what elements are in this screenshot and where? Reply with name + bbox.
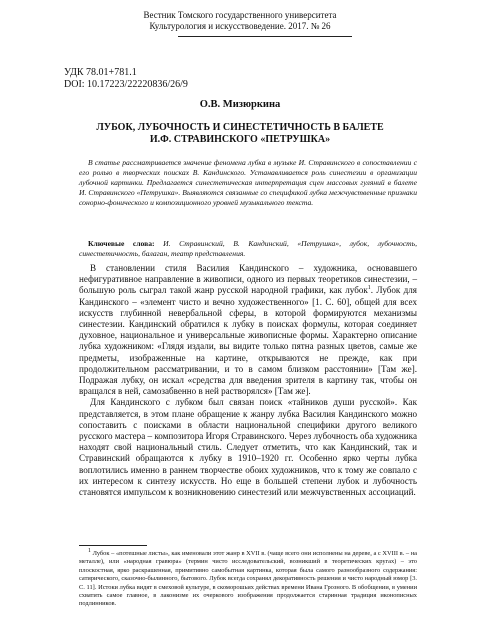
abstract-text: В статье рассматривается значение феномена лубка в музыке И. Стравинского в сопоставлении с его ролью в творческих поисках В. Кандинского. Устанавливается роль синестезии в организации лубочной картинки. Предлагается синестетическая интерпретация сцен массовых гуляний в балете И. Стравинского «Петрушка». Выявляются связанные со спецификой лубка межчувственные признаки сонорно-фонического и композиционного уровней музыкального текста. (79, 158, 417, 207)
footnote (79, 547, 417, 609)
author-name: О.В. Мизюркина (199, 99, 281, 110)
doi-code: DOI: 10.17223/22220836/26/9 (64, 79, 188, 90)
article-title (40, 122, 440, 146)
journal-title: Вестник Томского государственного университета (143, 10, 337, 20)
body-paragraph-2: Для Кандинского с лубком был связан поиск «тайников души русской». Как представляется, в этом плане обращение к жанру лубка Василия Кандинского можно сопоставить с поисками в области национальной специфики другого великого русского мастера – композитора Игоря Стравинского. Через лубочность оба художника находят свой национальный стиль. Следует отметить, что как Кандинский, так и Стравинский обращаются к лубку в 1910–1920 гг. Особенно ярко черты лубка воплотились именно в раннем творчестве обоих художников, что к тому же совпало с их интересом к синтезу искусств. Но еще в большей степени лубок и лубочность становятся импульсом к возникновению синестезий или межчувственных ассоциаций. (79, 397, 417, 498)
paragraph-1-rest: . Лубок для Кандинского – «элемент чисто и вечно художественного» [1. С. 60], общей для всех искусств глубинной невербальной сферы, в которой формируются механизмы синестезии. Кандинский обратился к лубку в поисках формулы, которая соединяет духовное, национальное и универсальные живописные формы. Характерно описание лубка художником: «Глядя издали, вы видите только пятна разных цветов, самые же предметы, изображенные на картине, открываются не прежде, как при продолжительном рассматривании, и то в самом близком расстоянии» [Там же]. Подражая лубку, он искал «средства для введения зрителя в картину так, чтобы он вращался в ней, самозабвенно в ней растворялся» [Там же]. (79, 285, 417, 397)
title-line-2: И.Ф. СТРАВИНСКОГО «ПЕТРУШКА» (149, 134, 331, 145)
title-line-1: ЛУБОК, ЛУБОЧНОСТЬ И СИНЕСТЕТИЧНОСТЬ В БАЛЕТЕ (96, 122, 384, 133)
abstract (79, 158, 417, 208)
journal-issue: Культурология и искусствоведение. 2017. № 26 (149, 21, 331, 31)
journal-header (0, 10, 480, 32)
keywords (79, 239, 417, 259)
footnote-divider (79, 545, 147, 546)
article-body (79, 263, 417, 498)
footnote-ref: 1 (367, 285, 371, 292)
udc-code: УДК 78.01+781.1 (64, 67, 137, 78)
footnote-mark: 1 (88, 547, 91, 554)
article-identifiers (64, 67, 188, 91)
body-paragraph-1 (79, 263, 417, 397)
header-divider (178, 36, 352, 37)
keywords-label: Ключевые слова: (88, 239, 155, 248)
paragraph-1-start: В становлении стиля Василия Кандинского – художника, основавшего нефигуративное направление в живописи, одного из первых теоретиков синестезии, – большую роль сыграл такой жанр русской народной графики, как лубок (79, 263, 417, 296)
keywords-text: И. Стравинский, В. Кандинский, «Петрушка», лубок, лубочность, синестетичность, балаган, театр представления. (79, 239, 417, 258)
footnote-text: Лубок – «потешные листы», как именовали этот жанр в XVII в. (чаще всего они исполнены на дереве, а с XVIII в. – на металле), или «народная гравюра» (термин чисто исследовательский, возникший в теоретических кругах) – это плоскостная, ярко раскрашенная, примитивно самобытная картинка, которая была самого разнообразного содержания: сатирического, сказочно-былинного, бытового. Лубок всегда сохранял декоративность решения и чисто народный юмор [3. С. 11]. Истоки лубка видят в смеховой культуре, в скоморошьих действах времени Ивана Грозного. В обобщении, в умении схватить самое главное, в лаконизме их очеркового изображения продолжается старинная традиция иконописных подлинников. (79, 550, 417, 608)
